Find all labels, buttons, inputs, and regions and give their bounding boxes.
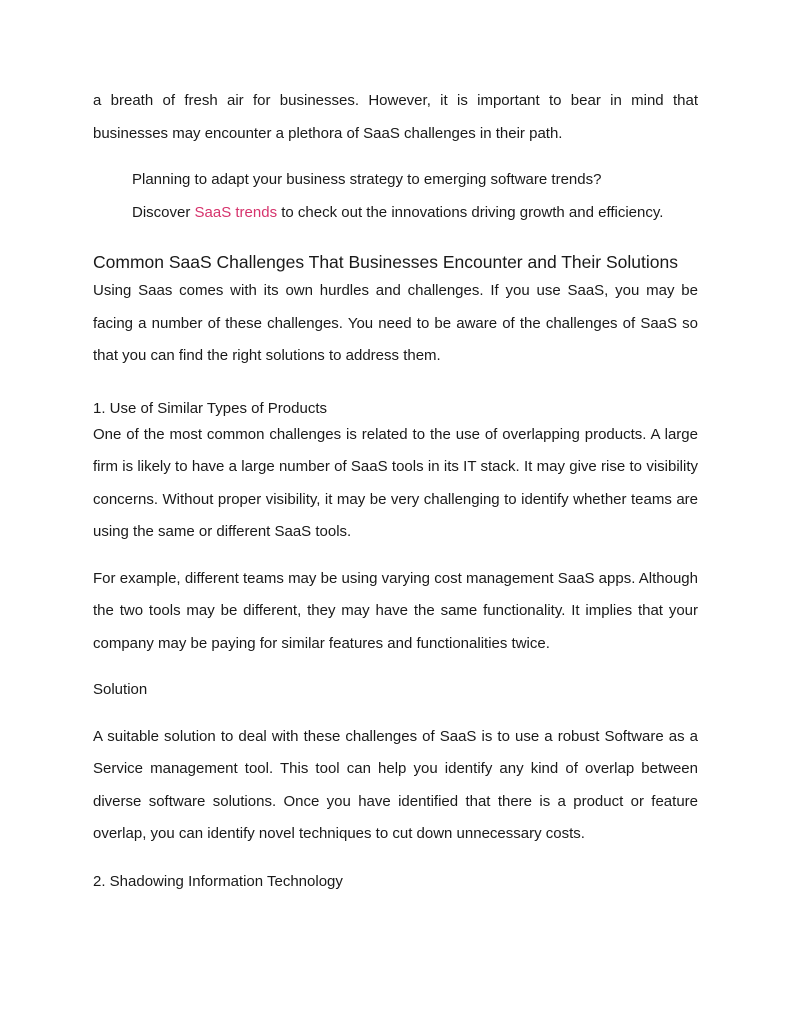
intro-paragraph: a breath of fresh air for businesses. However, it is important to bear in mind that businesses may encounter a plethora of SaaS challenges in their path. — [93, 92, 698, 142]
section-1-paragraph-1: One of the most common challenges is related to the use of overlapping products. A large firm is likely to have a large number of SaaS tools in its IT stack. It may give rise to visibility concerns. Without proper visibility, it may be very challenging to identify whether teams are using the same or different SaaS tools. — [93, 425, 698, 540]
spacer — [93, 150, 698, 164]
spacer — [93, 549, 698, 563]
solution-paragraph: A suitable solution to deal with these challenges of SaaS is to use a robust Software as a Service management tool. This tool can help you identify any kind of overlap between diverse software solutions. Once you have identified that there is a product or feature overlap, you can identify novel techniques to cut down unnecessary costs. — [93, 727, 698, 842]
callout-line-1: Planning to adapt your business strategy to emerging software trends? — [132, 171, 602, 188]
document-page — [93, 85, 698, 892]
spacer — [93, 707, 698, 721]
main-heading: Common SaaS Challenges That Businesses Encounter and Their Solutions — [93, 252, 678, 272]
solution-label: Solution — [93, 681, 148, 698]
callout-before-link: Discover — [132, 203, 195, 221]
callout-after-link: to check out the innovations driving growth and efficiency. — [277, 203, 664, 221]
section-2-title: 2. Shadowing Information Technology — [93, 872, 343, 890]
main-paragraph: Using Saas comes with its own hurdles and challenges. If you use SaaS, you may be facing a number of these challenges. You need to be aware of the challenges of SaaS so that you can find the right solutions to address them. — [93, 282, 698, 364]
section-1-title: 1. Use of Similar Types of Products — [93, 399, 327, 417]
callout-line-2 — [132, 197, 698, 230]
spacer — [93, 660, 698, 674]
section-1-paragraph-2: For example, different teams may be using varying cost management SaaS apps. Although the two tools may be different, they may have the same functionality. It implies that your company may be paying for similar features and functionalities twice. — [93, 569, 698, 652]
saas-trends-link[interactable]: SaaS trends — [194, 203, 278, 221]
